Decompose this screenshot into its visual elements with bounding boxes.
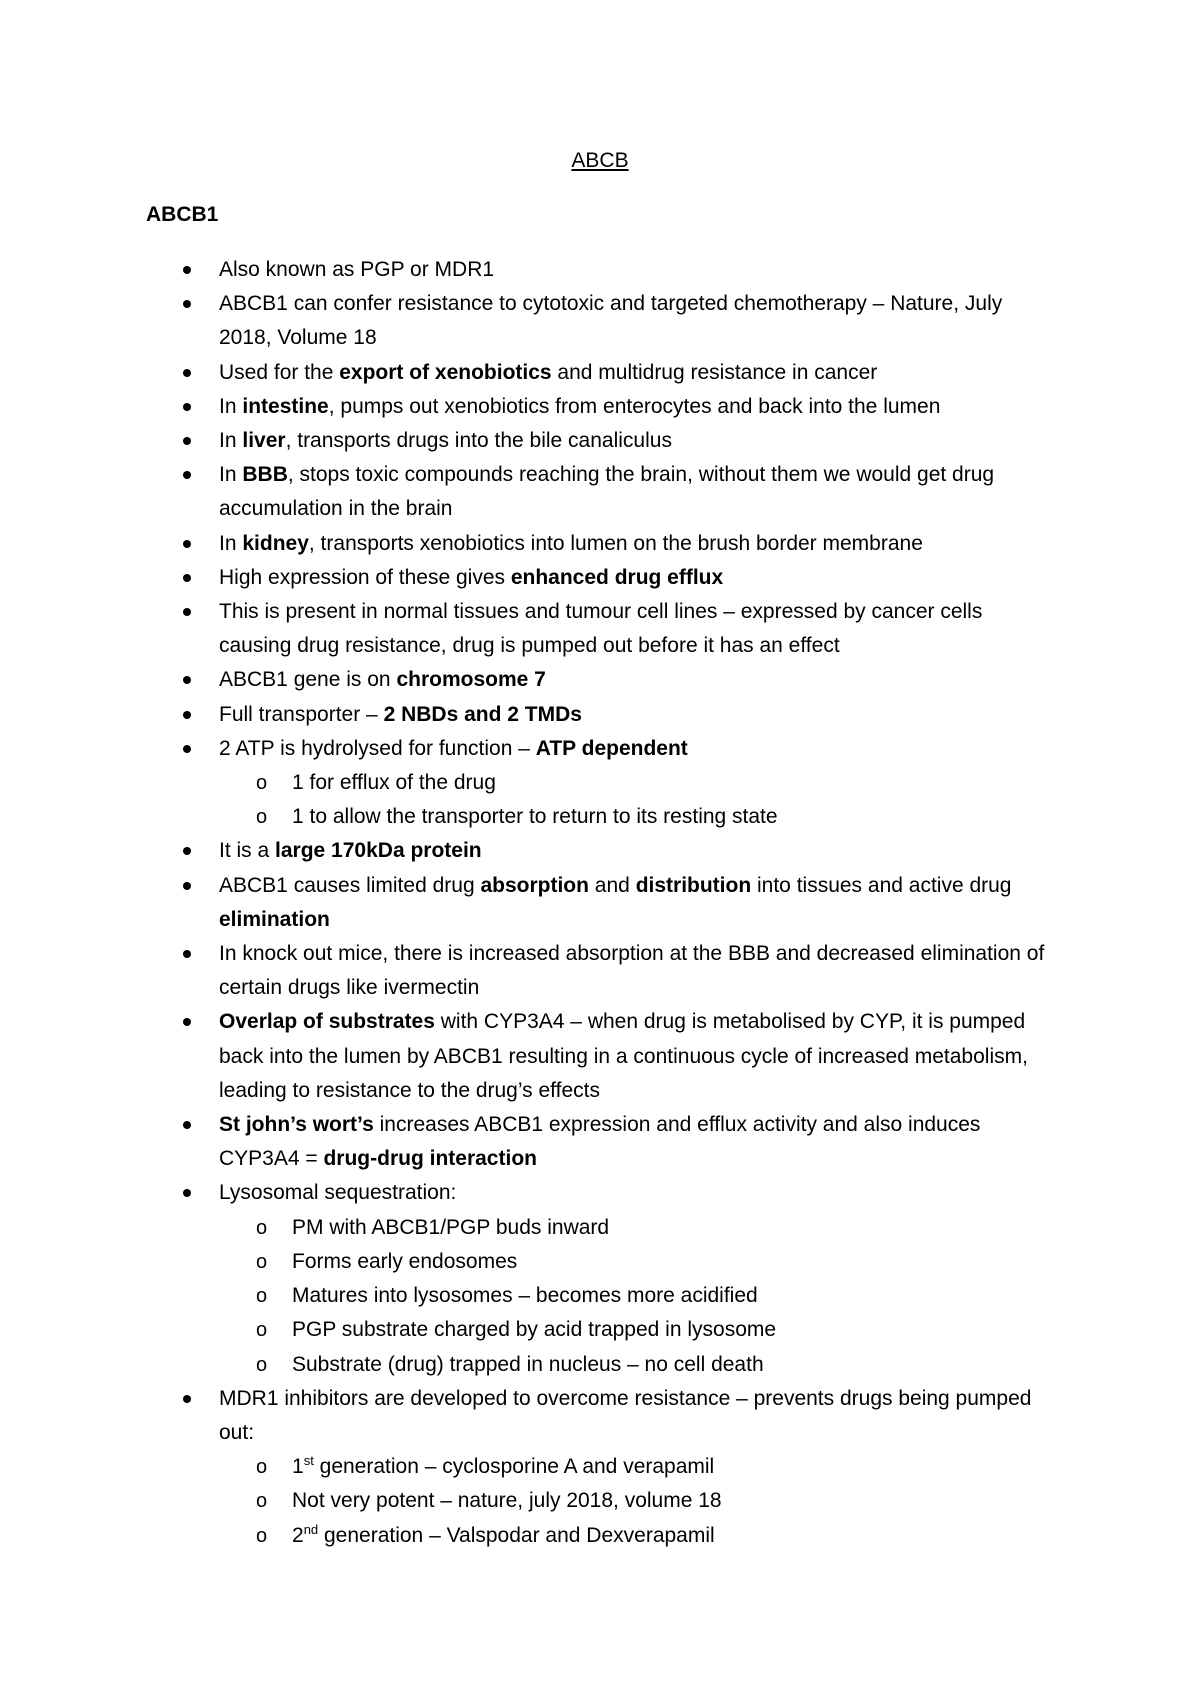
sub-list-item [219, 800, 1050, 834]
sub-list [219, 1450, 1050, 1553]
text-run: PM with ABCB1/PGP buds inward [292, 1215, 610, 1239]
bullet-icon [183, 608, 191, 616]
text-run: and multidrug resistance in cancer [551, 360, 878, 384]
hollow-bullet-icon: o [256, 1456, 268, 1479]
text-run: This is present in normal tissues and tumour cell lines – expressed by cancer cells causing drug resistance, drug is pumped out before it has an effect [219, 600, 983, 658]
sub-list-item [219, 1519, 1050, 1553]
list-item [0, 1108, 1200, 1176]
text-run: ABCB1 causes limited drug [219, 873, 481, 897]
text-run: nd [303, 1521, 319, 1537]
text-run: enhanced drug efflux [510, 565, 724, 589]
text-run: intestine [242, 394, 329, 418]
list-item-text [219, 566, 723, 589]
hollow-bullet-icon: o [256, 1216, 268, 1239]
bullet-icon [183, 540, 191, 548]
hollow-bullet-icon: o [256, 1250, 268, 1273]
text-run: Lysosomal sequestration: [219, 1181, 457, 1205]
text-run: , stops toxic compounds reaching the brain, without them we would get drug accumulation in the brain [219, 463, 995, 521]
list-item-text [219, 703, 582, 726]
list-item [0, 834, 1200, 868]
list-item-text [219, 258, 494, 281]
bullet-icon [183, 574, 191, 582]
hollow-bullet-icon: o [256, 1524, 268, 1547]
text-run: Forms early endosomes [292, 1249, 518, 1273]
sub-list-item-text [292, 1455, 714, 1478]
list-item [0, 869, 1200, 937]
text-run: distribution [635, 873, 752, 897]
text-run: absorption [480, 873, 589, 897]
bullet-icon [183, 745, 191, 753]
text-run: It is a [219, 839, 276, 863]
bullet-icon [183, 300, 191, 308]
text-run: Substrate (drug) trapped in nucleus – no cell death [292, 1352, 764, 1376]
text-run: 2 ATP is hydrolysed for function – [219, 736, 536, 760]
text-run: liver [242, 429, 286, 453]
list-item-text [219, 361, 877, 384]
text-run: ABCB1 can confer resistance to cytotoxic and targeted chemotherapy – Nature, July 2018, Volume 18 [219, 292, 1003, 350]
text-run: export of xenobiotics [339, 360, 552, 384]
text-run: 1 [292, 1455, 304, 1479]
text-run: MDR1 inhibitors are developed to overcome resistance – prevents drugs being pumped out: [219, 1386, 1032, 1444]
section-heading: ABCB1 [146, 203, 219, 226]
text-run: ABCB1 gene is on [219, 668, 397, 692]
list-item [0, 1382, 1200, 1553]
list-item [0, 390, 1200, 424]
sub-list-item [219, 1245, 1050, 1279]
bullet-icon [183, 711, 191, 719]
text-run: PGP substrate charged by acid trapped in lysosome [292, 1318, 777, 1342]
text-run: , transports xenobiotics into lumen on the brush border membrane [308, 531, 923, 555]
text-run: Matures into lysosomes – becomes more acidified [292, 1284, 758, 1308]
text-run: , transports drugs into the bile canaliculus [285, 429, 672, 453]
bullet-icon [183, 471, 191, 479]
sub-list-item-text [292, 1353, 764, 1376]
text-run: 2 NBDs and 2 TMDs [383, 702, 582, 726]
bullet-icon [183, 1189, 191, 1197]
list-item [0, 424, 1200, 458]
sub-list [219, 1211, 1050, 1382]
document-title: ABCB [571, 149, 629, 172]
bullet-icon [183, 369, 191, 377]
list-item [0, 356, 1200, 390]
list-item-text [219, 668, 546, 691]
sub-list-item-text [292, 1216, 609, 1239]
text-run: generation – Valspodar and Dexverapamil [318, 1523, 715, 1547]
text-run: BBB [242, 463, 288, 487]
list-item-text [219, 292, 1002, 349]
text-run: large 170kDa protein [275, 839, 482, 863]
sub-list-item-text [292, 1284, 758, 1307]
sub-list-item [219, 1348, 1050, 1382]
text-run: drug-drug interaction [323, 1147, 537, 1171]
list-item [0, 937, 1200, 1005]
list-item [0, 595, 1200, 663]
sub-list-item [219, 1450, 1050, 1484]
list-item [0, 698, 1200, 732]
list-item-text [219, 463, 994, 520]
text-run: High expression of these gives [219, 565, 511, 589]
sub-list-item [219, 1211, 1050, 1245]
sub-list-item-text [292, 1250, 517, 1273]
text-run: Full transporter – [219, 702, 384, 726]
hollow-bullet-icon: o [256, 1490, 268, 1513]
text-run: elimination [219, 907, 330, 931]
text-run: 1 to allow the transporter to return to its resting state [292, 805, 778, 829]
text-run: Overlap of substrates [219, 1010, 435, 1034]
sub-list-item-text [292, 1521, 715, 1547]
bullet-icon [183, 882, 191, 890]
text-run: and [588, 873, 636, 897]
text-run: Used for the [219, 360, 340, 384]
list-item [0, 732, 1200, 835]
sub-list-item-text [292, 805, 778, 828]
sub-list-item-text [292, 771, 496, 794]
list-item-text [219, 942, 1044, 999]
sub-list-item [219, 1279, 1050, 1313]
bullet-icon [183, 676, 191, 684]
text-run: Also known as PGP or MDR1 [219, 258, 495, 281]
text-run: 2 [292, 1523, 304, 1547]
text-run: st [303, 1453, 314, 1469]
bullet-icon [183, 266, 191, 274]
text-run: increases ABCB1 expression and efflux activity and also induces CYP3A4 = [219, 1113, 981, 1171]
hollow-bullet-icon: o [256, 772, 268, 795]
hollow-bullet-icon: o [256, 1285, 268, 1308]
list-item-text [219, 1387, 1031, 1444]
bullet-list [0, 253, 1200, 1553]
bullet-icon [183, 437, 191, 445]
list-item [0, 663, 1200, 697]
list-item-text [219, 737, 688, 760]
text-run: 1 for efflux of the drug [292, 771, 496, 795]
text-run: In [219, 463, 243, 487]
bullet-icon [183, 1121, 191, 1129]
text-run: with CYP3A4 – when drug is metabolised by CYP, it is pumped back into the lumen by ABCB1 resulting in a continuous cycle of increased metabolism, leading to resistance to the drug’s effects [219, 1010, 1028, 1102]
text-run: Not very potent – nature, july 2018, volume 18 [292, 1489, 722, 1513]
list-item [0, 287, 1200, 355]
text-run: generation – cyclosporine A and verapamil [313, 1455, 715, 1479]
text-run: , pumps out xenobiotics from enterocytes and back into the lumen [328, 394, 941, 418]
text-run: St john’s wort’s [219, 1113, 374, 1137]
text-run: ATP dependent [535, 736, 688, 760]
bullet-icon [183, 950, 191, 958]
list-item [0, 561, 1200, 595]
sub-list-item-text [292, 1489, 722, 1512]
hollow-bullet-icon: o [256, 1353, 268, 1376]
text-run: In [219, 394, 243, 418]
list-item [0, 253, 1200, 287]
list-item [0, 458, 1200, 526]
bullet-icon [183, 847, 191, 855]
text-run: chromosome 7 [396, 668, 546, 692]
list-item-text [219, 1181, 456, 1204]
list-item-text [219, 1010, 1028, 1101]
text-run: In [219, 531, 243, 555]
list-item-text [219, 532, 923, 555]
text-run: In [219, 429, 243, 453]
list-item-text [219, 839, 482, 862]
bullet-icon [183, 403, 191, 411]
list-item-text [219, 395, 940, 418]
sub-list-item-text [292, 1318, 776, 1341]
sub-list [219, 766, 1050, 834]
list-item-text [219, 429, 672, 452]
text-run: into tissues and active drug [751, 873, 1012, 897]
sub-list-item [219, 1484, 1050, 1518]
sub-list-item [219, 766, 1050, 800]
list-item [0, 527, 1200, 561]
list-item-text [219, 1113, 980, 1170]
hollow-bullet-icon: o [256, 1319, 268, 1342]
list-item [0, 1176, 1200, 1381]
text-run: In knock out mice, there is increased absorption at the BBB and decreased elimination of certain drugs like ivermectin [219, 942, 1045, 1000]
sub-list-item [219, 1313, 1050, 1347]
hollow-bullet-icon: o [256, 806, 268, 829]
bullet-icon [183, 1018, 191, 1026]
list-item-text [219, 874, 1012, 931]
bullet-icon [183, 1395, 191, 1403]
list-item-text [219, 600, 982, 657]
list-item [0, 1005, 1200, 1108]
text-run: kidney [242, 531, 309, 555]
